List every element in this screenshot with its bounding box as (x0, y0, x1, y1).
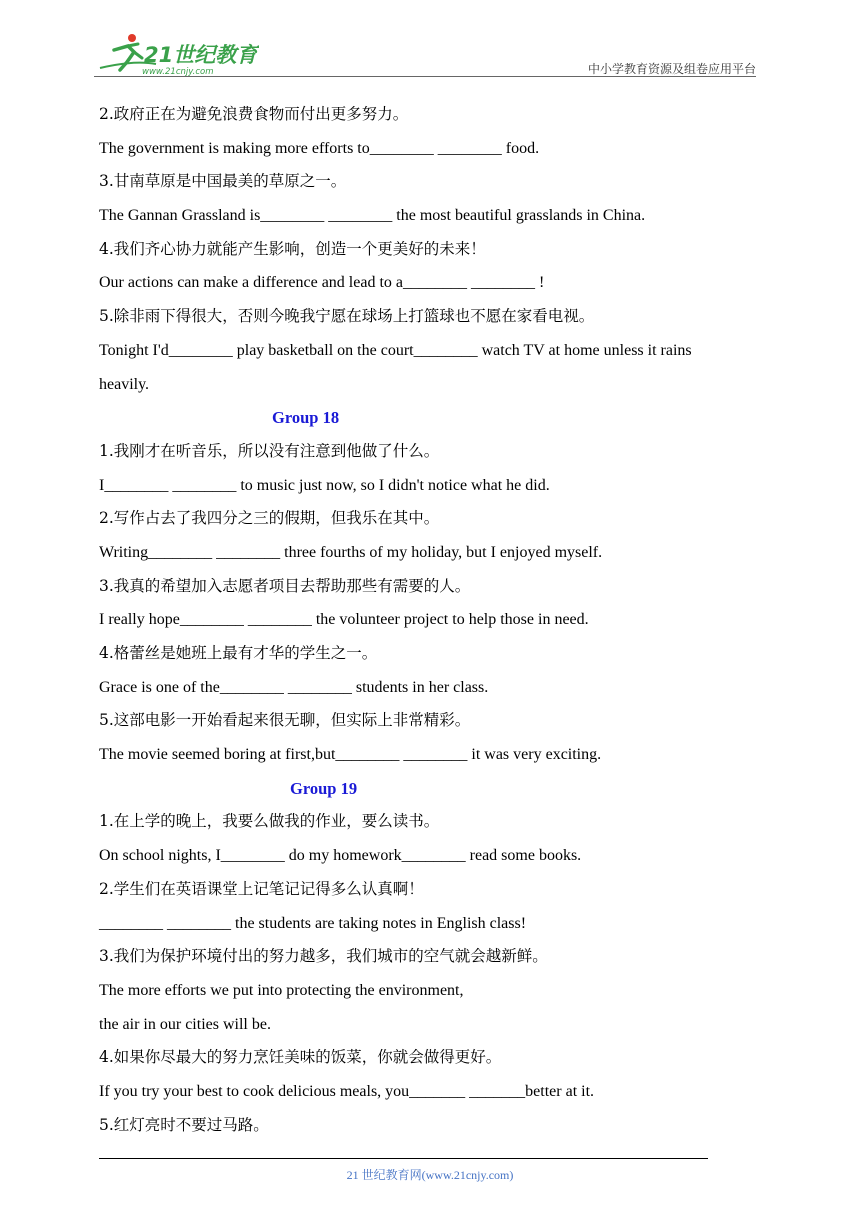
site-logo (94, 30, 259, 76)
chinese-sentence: 3.我真的希望加入志愿者项目去帮助那些有需要的人。 (99, 576, 471, 595)
chinese-sentence: 5.这部电影一开始看起来很无聊，但实际上非常精彩。 (99, 711, 471, 730)
chinese-sentence: 3.甘南草原是中国最美的草原之一。 (99, 172, 347, 191)
svg-text:www.21cnjy.com: www.21cnjy.com (142, 67, 214, 76)
chinese-sentence: 5.红灯亮时不要过马路。 (99, 1115, 269, 1134)
footer-link[interactable]: 21 世纪教育网(www.21cnjy.com) (346, 1168, 514, 1182)
chinese-sentence: 2.政府正在为避免浪费食物而付出更多努力。 (99, 105, 409, 123)
english-sentence: Writing________ ________ three fourths of my holiday, but I enjoyed myself. (99, 543, 603, 561)
chinese-sentence: 1.在上学的晚上，我要么做我的作业，要么读书。 (99, 812, 440, 831)
chinese-sentence: 2.学生们在英语课堂上记笔记记得多么认真啊！ (99, 879, 424, 898)
svg-text:21世纪教育: 21世纪教育 (144, 43, 258, 67)
group-heading: Group 18 (272, 408, 340, 428)
chinese-sentence: 5.除非雨下得很大，否则今晚我宁愿在球场上打篮球也不愿在家看电视。 (99, 307, 595, 326)
english-sentence: The more efforts we put into protecting the environment, (99, 981, 464, 999)
english-sentence: I________ ________ to music just now, so I didn't notice what he did. (99, 476, 550, 494)
english-sentence: The movie seemed boring at first,but________ ________ it was very exciting. (99, 746, 602, 764)
chinese-sentence: 3.我们为保护环境付出的努力越多，我们城市的空气就会越新鲜。 (99, 947, 548, 966)
footer-divider (99, 1158, 708, 1159)
chinese-sentence: 4.我们齐心协力就能产生影响，创造一个更美好的未来！ (99, 239, 486, 258)
english-sentence: the air in our cities will be. (99, 1015, 271, 1033)
header-divider (94, 76, 756, 77)
english-sentence: The Gannan Grassland is________ ________ the most beautiful grasslands in China. (99, 207, 646, 225)
chinese-sentence: 2.写作占去了我四分之三的假期，但我乐在其中。 (99, 509, 440, 528)
chinese-sentence: 1.我刚才在听音乐，所以没有注意到他做了什么。 (99, 441, 440, 460)
document-body (99, 98, 769, 1142)
chinese-sentence: 4.如果你尽最大的努力烹饪美味的饭菜，你就会做得更好。 (99, 1048, 502, 1067)
english-sentence: On school nights, I________ do my homework________ read some books. (99, 847, 582, 865)
group-heading: Group 19 (290, 778, 358, 798)
page-header (94, 30, 756, 78)
chinese-sentence: 4.格蕾丝是她班上最有才华的学生之一。 (99, 644, 378, 662)
english-sentence: Our actions can make a difference and lead to a________ ________ ! (99, 274, 545, 292)
english-sentence: If you try your best to cook delicious meals, you_______ _______better at it. (99, 1082, 595, 1100)
english-sentence: ________ ________ the students are taking notes in English class! (99, 914, 527, 932)
english-sentence: Grace is one of the________ ________ students in her class. (99, 678, 489, 696)
english-sentence: The government is making more efforts to________ ________ food. (99, 139, 540, 157)
english-sentence: I really hope________ ________ the volunteer project to help those in need. (99, 611, 589, 629)
english-sentence: Tonight I'd________ play basketball on the court________ watch TV at home unless it rains (99, 341, 692, 359)
english-sentence: heavily. (99, 375, 150, 393)
platform-name: 中小学教育资源及组卷应用平台 (587, 62, 756, 76)
